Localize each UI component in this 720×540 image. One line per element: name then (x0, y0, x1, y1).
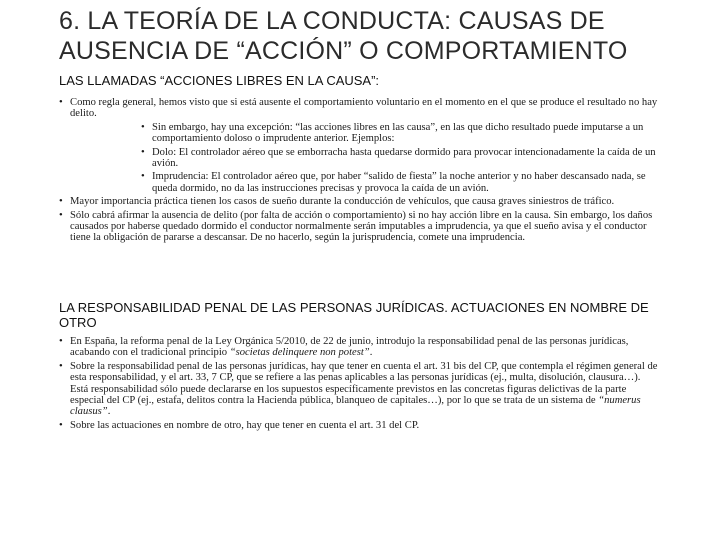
bullet-text: Sobre la responsabilidad penal de las personas jurídicas, hay que tener en cuenta el art. 31 bis del CP, que contempla el régimen general de esta responsabilidad, y el art. 33, 7 CP, que se refiere a las penas aplicables a las personas jurídicas (ej., multa, disolución, clausura…). Está responsabilidad sólo puede declararse en los supuestos específicamente previstos en las concretas figuras delictivas de la parte especial del CP (ej., estafa, delitos contra la Hacienda pública, blanqueo de capitales…), por lo que se trata de un sistema de (70, 360, 658, 407)
bullet-text: . (369, 347, 373, 359)
slide-title: 6. LA TEORÍA DE LA CONDUCTA: CAUSAS DE AUSENCIA DE “ACCIÓN” O COMPORTAMIENTO (59, 7, 628, 65)
latin-phrase: “societas delinquere non potest” (229, 347, 370, 359)
bullet-text: . (107, 406, 111, 418)
sub-bullet-item: • Imprudencia: El controlador aéreo que, por haber “salido de fiesta” la noche anterior y no haber descansado nada, se queda dormido, no da las instrucciones precisas y provoca la caída de un avión. (141, 171, 659, 194)
bullet-list-acciones-libres (59, 97, 659, 246)
latin-phrase: “numerus clausus” (70, 395, 641, 418)
bullet-item (59, 361, 659, 418)
sub-bullet-item: • Sin embargo, hay una excepción: “las acciones libres en las causa”, en las que dicho resultado puede imputarse a un comportamiento doloso o imprudente anterior. Ejemplos: (141, 122, 659, 145)
section-heading-acciones-libres: LAS LLAMADAS “ACCIONES LIBRES EN LA CAUSA”: (59, 73, 380, 88)
sub-bullet-item: • Dolo: El controlador aéreo que se emborracha hasta quedarse dormido para provocar intencionadamente la caída de un avión. (141, 147, 659, 170)
bullet-text: En España, la reforma penal de la Ley Orgánica 5/2010, de 22 de junio, introdujo la responsabilidad penal de las personas jurídicas, acabando con el tradicional principio (70, 336, 629, 359)
bullet-item: • Sobre las actuaciones en nombre de otro, hay que tener en cuenta el art. 31 del CP. (59, 420, 659, 431)
bullet-item: • Sólo cabrá afirmar la ausencia de delito (por falta de acción o comportamiento) si no hay acción libre en la causa. Sin embargo, los daños causados por haberse quedado dormido el conductor normalmente serán imputables a imprudencia, ya que el sueño avisa y el conductor tiene la obligación de pararse a descansar. De no hacerlo, según la jurisprudencia, comete una imprudencia. (59, 210, 659, 244)
section-heading-personas-juridicas: LA RESPONSABILIDAD PENAL DE LAS PERSONAS JURÍDICAS. ACTUACIONES EN NOMBRE DE OTRO (59, 300, 649, 330)
bullet-list-personas-juridicas (59, 336, 659, 433)
bullet-item: • Como regla general, hemos visto que si está ausente el comportamiento voluntario en el momento en el que se produce el resultado no hay delito. (59, 97, 659, 120)
bullet-item: • Mayor importancia práctica tienen los casos de sueño durante la conducción de vehículos, que causa graves siniestros de tráfico. (59, 196, 659, 207)
bullet-item (59, 336, 659, 359)
